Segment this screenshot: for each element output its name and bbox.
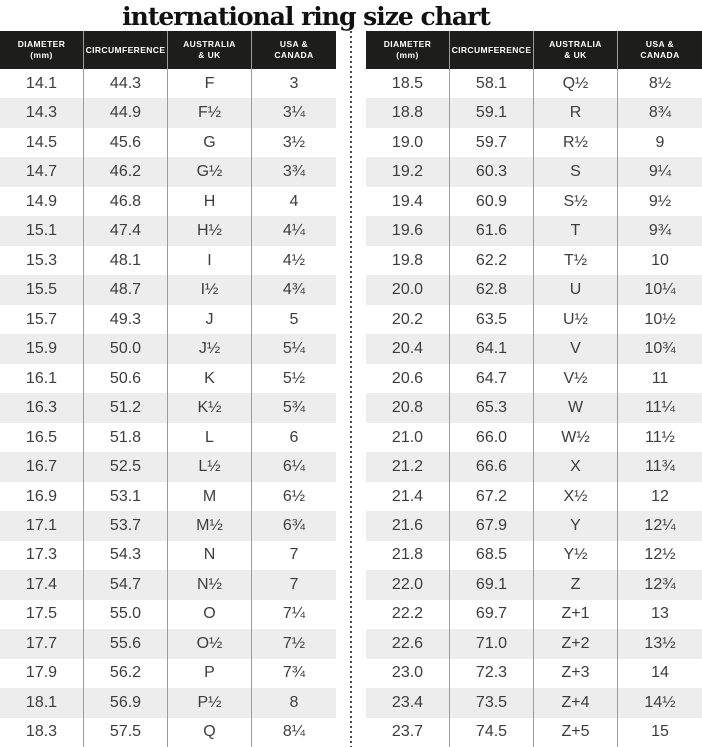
table-cell: 18.8 [366, 98, 450, 127]
table-cell: 20.4 [366, 334, 450, 363]
table-cell: P½ [168, 688, 252, 717]
table-row [366, 688, 702, 717]
table-cell: 14.3 [0, 98, 84, 127]
table-cell: 8¼ [282, 723, 306, 741]
table-cell: 19.6 [366, 216, 450, 245]
table-cell: W½ [534, 423, 618, 452]
table-cell: 15.5 [0, 275, 84, 304]
table-cell: O [168, 600, 252, 629]
table-cell: 5¾ [282, 399, 306, 417]
table-row [0, 305, 336, 334]
table-row [0, 718, 336, 747]
table-cell: R½ [534, 128, 618, 157]
table-cell: 54.3 [84, 541, 168, 570]
table-cell: 14½ [644, 693, 676, 711]
table-row [0, 216, 336, 245]
table-cell: 68.5 [450, 541, 534, 570]
column-header: DIAMETER (mm) [0, 31, 84, 69]
table-cell: 6½ [282, 487, 306, 505]
table-cell: 57.5 [84, 718, 168, 747]
table-cell: 64.1 [450, 334, 534, 363]
table-cell: 12¾ [644, 575, 676, 593]
table-cell: Z [534, 570, 618, 599]
table-cell: 9 [655, 133, 665, 151]
table-row [0, 157, 336, 186]
table-row [366, 128, 702, 157]
table-body [0, 69, 336, 747]
table-cell: 14.1 [0, 69, 84, 98]
table-cell: 18.5 [366, 69, 450, 98]
table-cell: 14.7 [0, 157, 84, 186]
ring-size-table-right [366, 31, 702, 747]
table-cell: 60.3 [450, 157, 534, 186]
table-cell: 13 [651, 605, 669, 623]
table-cell: Z+2 [534, 629, 618, 658]
table-row [366, 452, 702, 481]
table-cell: X [534, 452, 618, 481]
table-cell: 44.9 [84, 98, 168, 127]
table-cell: 4 [289, 192, 299, 210]
table-cell: 23.7 [366, 718, 450, 747]
table-row [366, 629, 702, 658]
table-row [366, 98, 702, 127]
table-cell: 64.7 [450, 364, 534, 393]
table-cell: 15.7 [0, 305, 84, 334]
table-cell: 52.5 [84, 452, 168, 481]
table-cell: 3 [289, 74, 299, 92]
table-cell: 3¾ [282, 163, 306, 181]
table-cell: 13½ [644, 634, 676, 652]
table-row [366, 69, 702, 98]
column-header: CIRCUMFERENCE [84, 31, 168, 69]
table-row [0, 128, 336, 157]
table-cell: O½ [168, 629, 252, 658]
table-cell: 11¾ [645, 458, 675, 476]
table-cell: 69.1 [450, 570, 534, 599]
table-cell: F½ [168, 98, 252, 127]
ring-size-table-left [0, 31, 336, 747]
table-cell: 3¼ [282, 104, 306, 122]
table-cell: 12½ [644, 546, 676, 564]
table-body [366, 69, 702, 747]
table-cell: 65.3 [450, 393, 534, 422]
column-header: DIAMETER (mm) [366, 31, 450, 69]
table-cell: 44.3 [84, 69, 168, 98]
table-cell: 46.2 [84, 157, 168, 186]
table-cell: 56.9 [84, 688, 168, 717]
table-cell: 6¾ [282, 517, 306, 534]
table-cell: 8 [289, 693, 299, 711]
column-header: USA & CANADA [640, 39, 680, 60]
table-cell: 62.8 [450, 275, 534, 304]
table-header [366, 31, 702, 69]
table-cell: U½ [534, 305, 618, 334]
table-cell: L½ [168, 452, 252, 481]
table-cell: 17.1 [0, 511, 84, 540]
column-header: USA & CANADA [274, 39, 314, 60]
table-row [0, 452, 336, 481]
table-row [0, 98, 336, 127]
table-cell: 16.1 [0, 364, 84, 393]
table-cell: 55.6 [84, 629, 168, 658]
table-cell: 10 [651, 251, 669, 269]
table-cell: 21.0 [366, 423, 450, 452]
table-cell: 20.8 [366, 393, 450, 422]
table-cell: 21.4 [366, 482, 450, 511]
table-cell: Z+4 [534, 688, 618, 717]
table-cell: Q½ [534, 69, 618, 98]
table-cell: 48.1 [84, 246, 168, 275]
table-cell: 5¼ [282, 340, 306, 358]
table-cell: 11 [651, 369, 669, 387]
table-cell: 6¼ [282, 458, 306, 476]
table-cell: 23.0 [366, 659, 450, 688]
table-cell: 50.0 [84, 334, 168, 363]
table-cell: 66.0 [450, 423, 534, 452]
table-cell: U [534, 275, 618, 304]
table-cell: Z+1 [534, 600, 618, 629]
table-cell: 17.5 [0, 600, 84, 629]
table-row [366, 305, 702, 334]
table-cell: 21.8 [366, 541, 450, 570]
table-cell: 16.5 [0, 423, 84, 452]
table-row [0, 659, 336, 688]
column-header: AUSTRALIA & UK [534, 31, 618, 69]
table-cell: 21.6 [366, 511, 450, 540]
table-row [366, 482, 702, 511]
table-cell: 22.0 [366, 570, 450, 599]
table-row [366, 541, 702, 570]
table-cell: 8½ [648, 74, 672, 92]
table-cell: 7 [289, 575, 299, 593]
table-cell: 12 [651, 487, 669, 505]
column-header: AUSTRALIA & UK [168, 31, 252, 69]
table-cell: Y½ [534, 541, 618, 570]
table-cell: 22.6 [366, 629, 450, 658]
table-row [366, 600, 702, 629]
table-cell: 19.8 [366, 246, 450, 275]
table-row [0, 275, 336, 304]
table-row [0, 334, 336, 363]
table-cell: 6 [289, 428, 299, 446]
table-cell: 16.3 [0, 393, 84, 422]
table-cell: 7¾ [282, 664, 306, 682]
table-row [0, 393, 336, 422]
table-cell: H½ [168, 216, 252, 245]
table-cell: 48.7 [84, 275, 168, 304]
table-cell: 18.1 [0, 688, 84, 717]
table-cell: 19.0 [366, 128, 450, 157]
table-cell: 11¼ [645, 399, 675, 417]
table-cell: V [534, 334, 618, 363]
table-cell: 20.2 [366, 305, 450, 334]
table-row [0, 482, 336, 511]
table-cell: 12¼ [644, 517, 676, 534]
table-row [0, 187, 336, 216]
table-cell: 14.5 [0, 128, 84, 157]
table-cell: K [168, 364, 252, 393]
table-cell: N [168, 541, 252, 570]
table-cell: N½ [168, 570, 252, 599]
table-cell: 47.4 [84, 216, 168, 245]
table-cell: 67.2 [450, 482, 534, 511]
table-cell: 9½ [648, 192, 672, 210]
table-row [0, 364, 336, 393]
table-cell: 11½ [645, 428, 675, 446]
table-cell: P [168, 659, 252, 688]
table-cell: H [168, 187, 252, 216]
table-row [366, 157, 702, 186]
table-row [366, 423, 702, 452]
table-cell: 60.9 [450, 187, 534, 216]
table-cell: 9¼ [648, 163, 672, 181]
table-row [366, 364, 702, 393]
table-cell: 10¾ [644, 340, 676, 358]
table-cell: 7 [289, 546, 299, 564]
table-cell: 62.2 [450, 246, 534, 275]
table-cell: 17.9 [0, 659, 84, 688]
table-cell: Y [534, 511, 618, 540]
table-cell: 17.3 [0, 541, 84, 570]
table-cell: 51.8 [84, 423, 168, 452]
table-cell: K½ [168, 393, 252, 422]
tables-container [0, 31, 702, 747]
table-cell: 53.1 [84, 482, 168, 511]
table-row [366, 718, 702, 747]
table-cell: 59.7 [450, 128, 534, 157]
table-cell: 16.7 [0, 452, 84, 481]
table-row [366, 187, 702, 216]
table-cell: 46.8 [84, 187, 168, 216]
table-cell: 55.0 [84, 600, 168, 629]
table-cell: M½ [168, 511, 252, 540]
table-cell: 23.4 [366, 688, 450, 717]
dotted-line [350, 31, 352, 747]
table-cell: 56.2 [84, 659, 168, 688]
table-row [0, 629, 336, 658]
table-cell: J½ [168, 334, 252, 363]
table-cell: 14 [651, 664, 669, 682]
table-cell: Z+5 [534, 718, 618, 747]
table-cell: 7¼ [282, 605, 306, 623]
table-row [0, 541, 336, 570]
table-cell: 14.9 [0, 187, 84, 216]
table-row [0, 246, 336, 275]
table-cell: 63.5 [450, 305, 534, 334]
table-cell: 66.6 [450, 452, 534, 481]
table-row [366, 570, 702, 599]
table-row [366, 511, 702, 540]
table-cell: 73.5 [450, 688, 534, 717]
table-row [0, 423, 336, 452]
table-header [0, 31, 336, 69]
table-cell: 10¼ [644, 281, 676, 299]
table-cell: 16.9 [0, 482, 84, 511]
table-cell: 5½ [282, 369, 306, 387]
table-cell: 50.6 [84, 364, 168, 393]
table-cell: Z+3 [534, 659, 618, 688]
table-cell: T½ [534, 246, 618, 275]
table-cell: W [534, 393, 618, 422]
column-header: CIRCUMFERENCE [450, 31, 534, 69]
table-cell: J [168, 305, 252, 334]
table-cell: X½ [534, 482, 618, 511]
table-cell: M [168, 482, 252, 511]
page-title: international ring size chart [122, 2, 490, 31]
table-cell: 15.9 [0, 334, 84, 363]
table-cell: 59.1 [450, 98, 534, 127]
table-cell: V½ [534, 364, 618, 393]
table-row [366, 275, 702, 304]
table-cell: 7½ [282, 634, 306, 652]
table-cell: 4¾ [282, 281, 306, 299]
table-cell: 17.4 [0, 570, 84, 599]
table-cell: 4¼ [282, 222, 306, 240]
table-cell: 18.3 [0, 718, 84, 747]
table-row [366, 216, 702, 245]
table-row [0, 69, 336, 98]
table-cell: 74.5 [450, 718, 534, 747]
table-cell: 69.7 [450, 600, 534, 629]
table-row [0, 570, 336, 599]
table-cell: 9¾ [648, 222, 672, 240]
dotted-divider [336, 31, 366, 747]
table-row [0, 688, 336, 717]
table-cell: 19.4 [366, 187, 450, 216]
table-cell: S½ [534, 187, 618, 216]
table-cell: 15 [651, 723, 669, 741]
table-cell: G½ [168, 157, 252, 186]
table-cell: S [534, 157, 618, 186]
table-cell: 5 [289, 310, 299, 328]
table-cell: I [168, 246, 252, 275]
table-cell: 51.2 [84, 393, 168, 422]
table-cell: Q [168, 718, 252, 747]
table-cell: 45.6 [84, 128, 168, 157]
table-cell: 49.3 [84, 305, 168, 334]
table-row [366, 334, 702, 363]
table-cell: 61.6 [450, 216, 534, 245]
table-cell: G [168, 128, 252, 157]
table-row [0, 511, 336, 540]
table-cell: 20.0 [366, 275, 450, 304]
table-cell: 58.1 [450, 69, 534, 98]
table-cell: 22.2 [366, 600, 450, 629]
table-row [366, 246, 702, 275]
table-cell: L [168, 423, 252, 452]
table-cell: T [534, 216, 618, 245]
table-cell: 17.7 [0, 629, 84, 658]
table-cell: 72.3 [450, 659, 534, 688]
table-row [366, 393, 702, 422]
table-cell: F [168, 69, 252, 98]
table-cell: I½ [168, 275, 252, 304]
table-cell: 4½ [282, 251, 306, 269]
table-cell: 67.9 [450, 511, 534, 540]
table-cell: 19.2 [366, 157, 450, 186]
table-cell: 71.0 [450, 629, 534, 658]
table-cell: 20.6 [366, 364, 450, 393]
table-cell: R [534, 98, 618, 127]
table-cell: 3½ [282, 133, 306, 151]
table-cell: 53.7 [84, 511, 168, 540]
table-row [366, 659, 702, 688]
table-cell: 8¾ [648, 104, 672, 122]
table-cell: 15.3 [0, 246, 84, 275]
table-cell: 21.2 [366, 452, 450, 481]
table-cell: 54.7 [84, 570, 168, 599]
table-row [0, 600, 336, 629]
table-cell: 10½ [644, 310, 676, 328]
table-cell: 15.1 [0, 216, 84, 245]
